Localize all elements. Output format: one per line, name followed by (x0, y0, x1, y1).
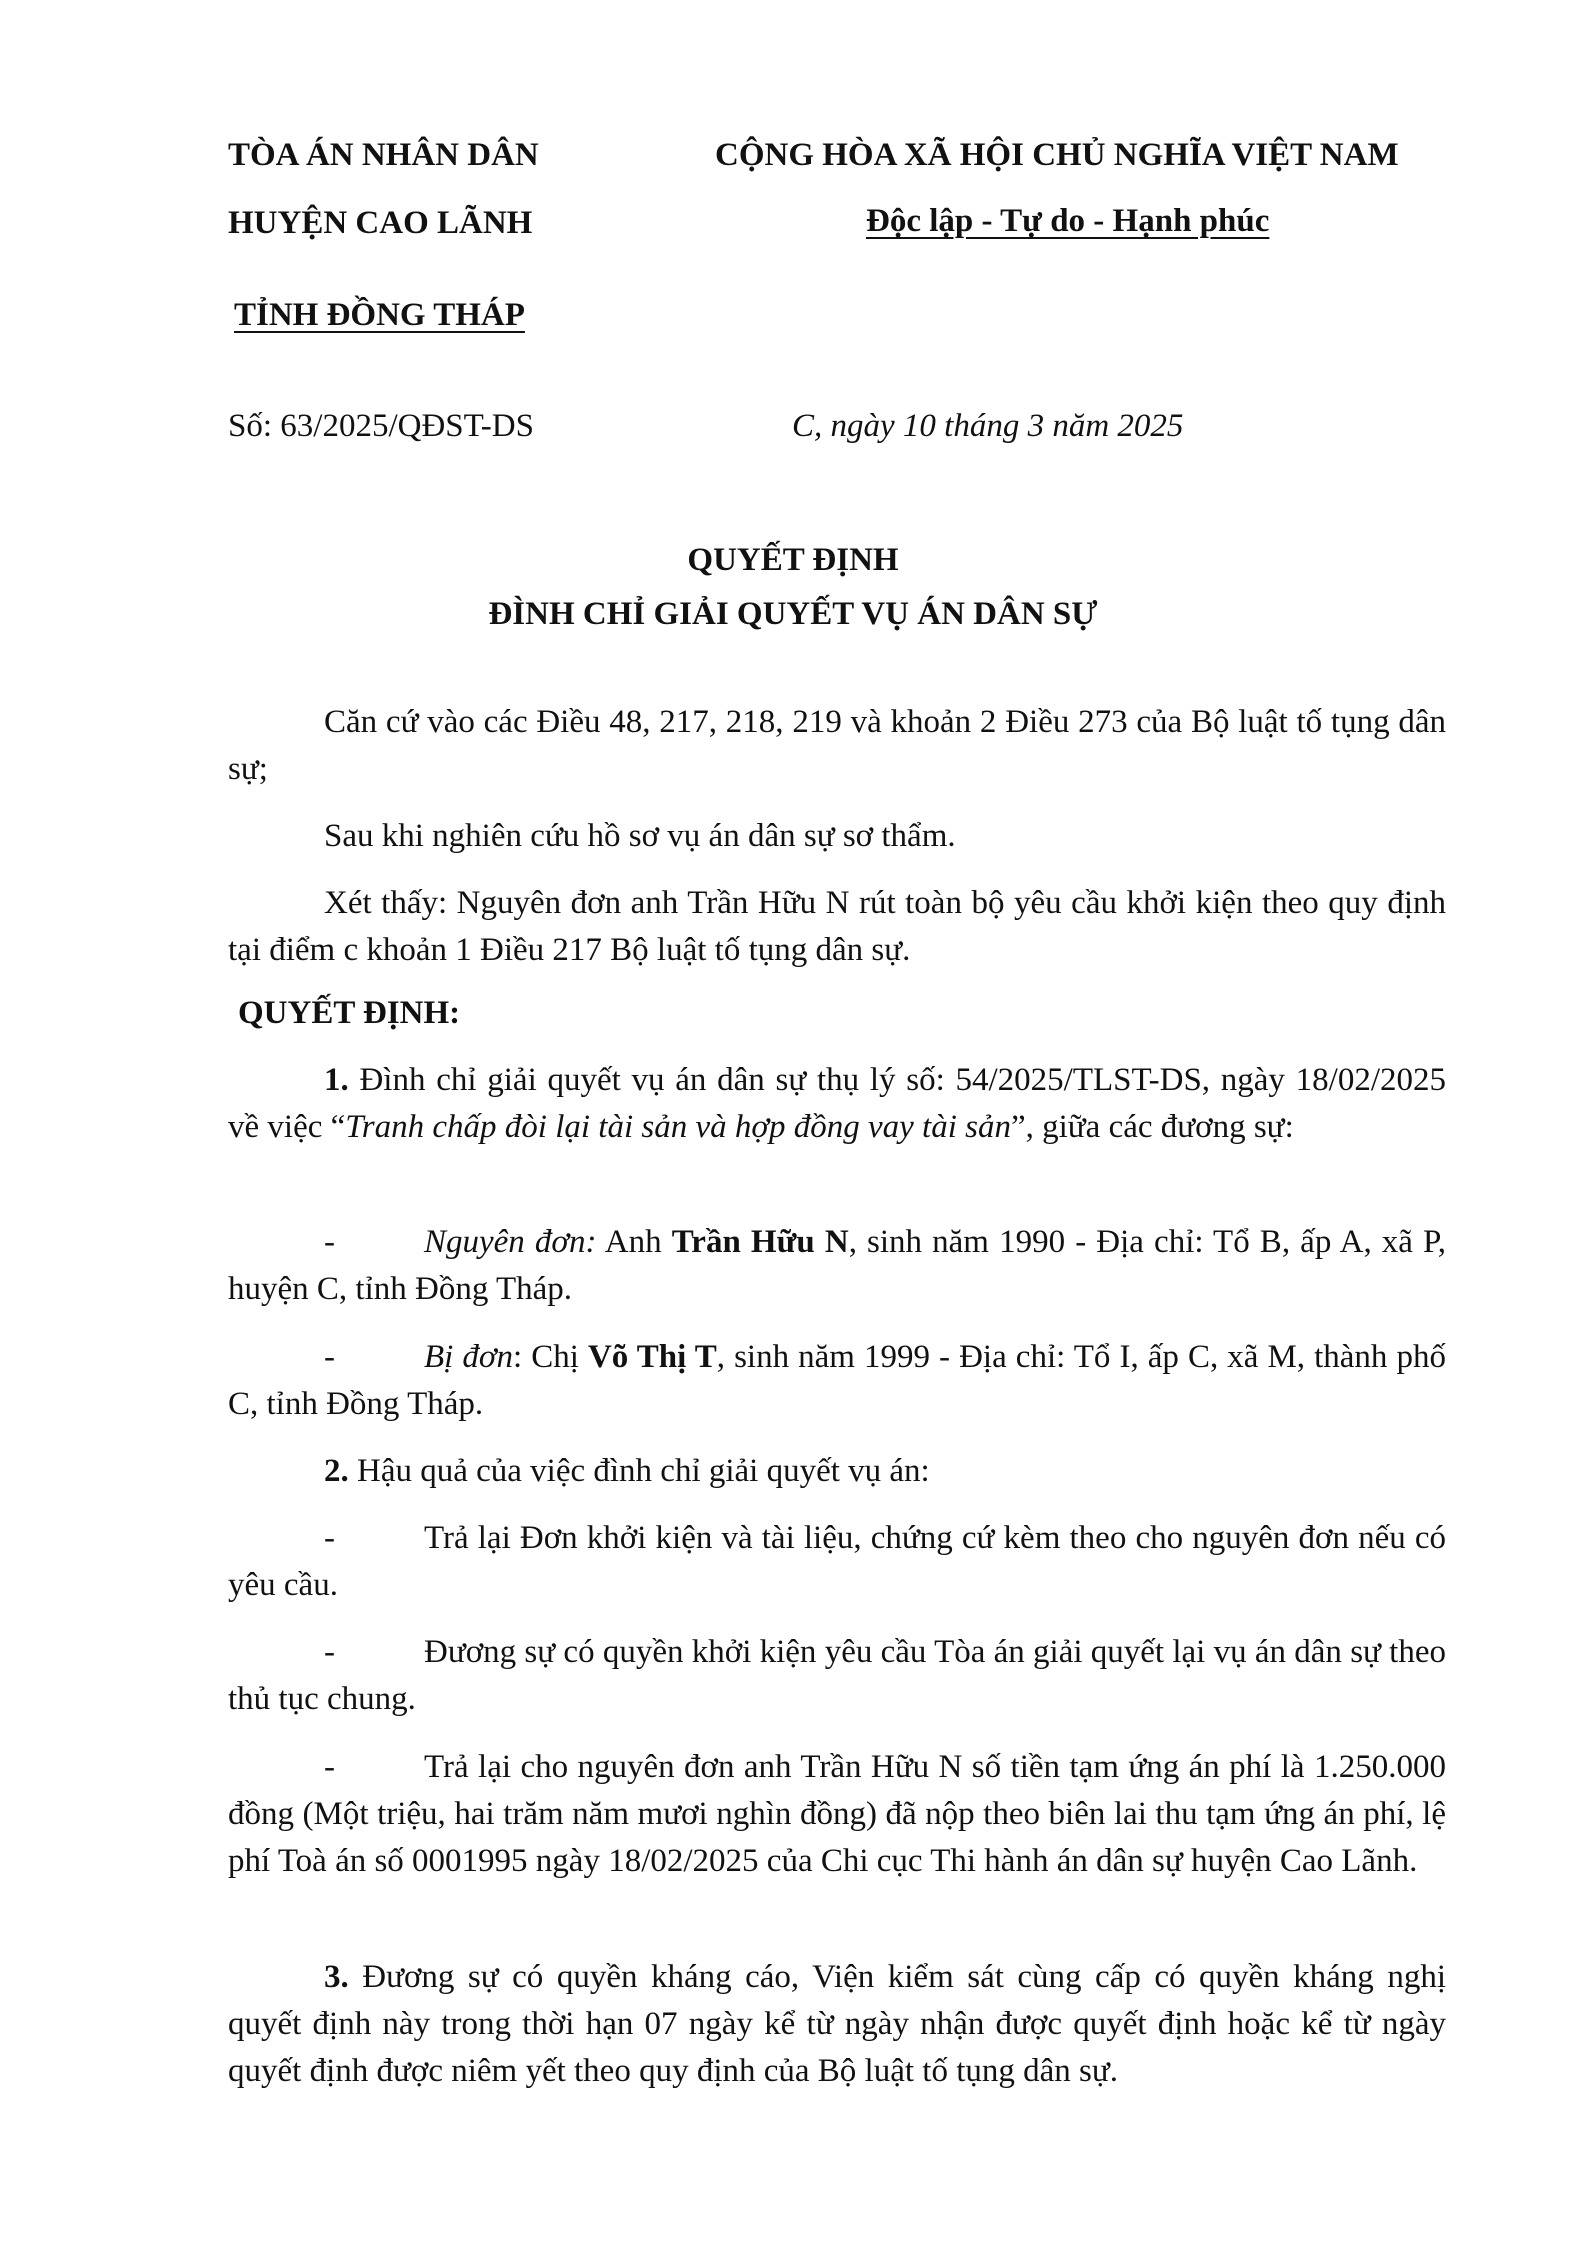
item-2-paragraph (228, 1448, 1446, 1495)
court-name-line2: HUYỆN CAO LÃNH (228, 205, 533, 241)
item-2-text: Hậu quả của việc đình chỉ giải quyết vụ án: (348, 1453, 930, 1489)
court-name-line1: TÒA ÁN NHÂN DÂN (228, 137, 539, 173)
defendant-name: Võ Thị T (587, 1339, 717, 1375)
case-type: Tranh chấp đòi lại tài sản và hợp đồng vay tài sản (345, 1109, 1011, 1145)
plaintiff-name: Trần Hữu N (671, 1224, 849, 1260)
national-title: CỘNG HÒA XÃ HỘI CHỦ NGHĨA VIỆT NAM (715, 137, 1399, 173)
item-1-number: 1. (324, 1062, 349, 1098)
item-3-number: 3. (324, 1959, 349, 1995)
finding-paragraph: Xét thấy: Nguyên đơn anh Trần Hữu N rút toàn bộ yêu cầu khởi kiện theo quy định tại điểm c khoản 1 Điều 217 Bộ luật tố tụng dân sự. (228, 885, 1446, 968)
defendant-details: , sinh năm 1999 - Địa chỉ: Tổ I, ấp C, xã M, thành phố C, tỉnh Đồng Tháp. (228, 1339, 1446, 1422)
dash-marker: - (324, 1749, 335, 1785)
item-1-text: Đình chỉ giải quyết vụ án dân sự thụ lý số: 54/2025/TLST-DS, ngày 18/02/2025 về việc “ (228, 1062, 1446, 1145)
legal-basis-paragraph: Căn cứ vào các Điều 48, 217, 218, 219 và khoản 2 Điều 273 của Bộ luật tố tụng dân sự; (228, 704, 1446, 787)
consequence-bullet-3 (228, 1744, 1446, 1885)
document-number: Số: 63/2025/QĐST-DS (228, 408, 534, 444)
document-title: QUYẾT ĐỊNH (687, 542, 899, 578)
court-name-line3: TỈNH ĐỒNG THÁP (234, 297, 525, 333)
item-1-paragraph (228, 1057, 1446, 1151)
consequence-bullet-2 (228, 1629, 1446, 1723)
document-subtitle: ĐÌNH CHỈ GIẢI QUYẾT VỤ ÁN DÂN SỰ (488, 596, 1098, 632)
plaintiff-prefix: Anh (596, 1224, 672, 1260)
bullet-3-text: Trả lại cho nguyên đơn anh Trần Hữu N số tiền tạm ứng án phí là 1.250.000 đồng (Một triệu, hai trăm năm mươi nghìn đồng) đã nộp theo biên lai thu tạm ứng án phí, lệ phí Toà án số 0001995 ngày 18/02/2025 của Chi cục Thi hành án dân sự huyện Cao Lãnh. (228, 1749, 1446, 1879)
place-date: C, ngày 10 tháng 3 năm 2025 (792, 408, 1184, 444)
decision-heading: QUYẾT ĐỊNH: (238, 995, 461, 1031)
item-2-number: 2. (324, 1453, 349, 1489)
dash-marker: - (324, 1520, 335, 1556)
review-paragraph: Sau khi nghiên cứu hồ sơ vụ án dân sự sơ thẩm. (324, 818, 956, 854)
dash-marker: - (324, 1224, 335, 1260)
plaintiff-label: Nguyên đơn: (424, 1224, 597, 1260)
bullet-2-text: Đương sự có quyền khởi kiện yêu cầu Tòa án giải quyết lại vụ án dân sự theo thủ tục chung. (228, 1634, 1446, 1717)
defendant-prefix: : Chị (513, 1339, 588, 1375)
bullet-1-text: Trả lại Đơn khởi kiện và tài liệu, chứng cứ kèm theo cho nguyên đơn nếu có yêu cầu. (228, 1520, 1446, 1603)
dash-marker: - (324, 1634, 335, 1670)
defendant-label: Bị đơn (424, 1339, 513, 1375)
consequence-bullet-1 (228, 1515, 1446, 1609)
national-motto: Độc lập - Tự do - Hạnh phúc (866, 203, 1270, 239)
defendant-entry (228, 1334, 1446, 1428)
dash-marker: - (324, 1339, 335, 1375)
item-3-paragraph (228, 1954, 1446, 2095)
plaintiff-details: , sinh năm 1990 - Địa chỉ: Tổ B, ấp A, xã P, huyện C, tỉnh Đồng Tháp. (228, 1224, 1446, 1307)
plaintiff-entry (228, 1219, 1446, 1313)
item-1-text-end: ”, giữa các đương sự: (1010, 1109, 1294, 1145)
item-3-text: Đương sự có quyền kháng cáo, Viện kiểm sát cùng cấp có quyền kháng nghị quyết định này trong thời hạn 07 ngày kể từ ngày nhận được quyết định hoặc kể từ ngày quyết định được niêm yết theo quy định của Bộ luật tố tụng dân sự. (228, 1959, 1446, 2089)
